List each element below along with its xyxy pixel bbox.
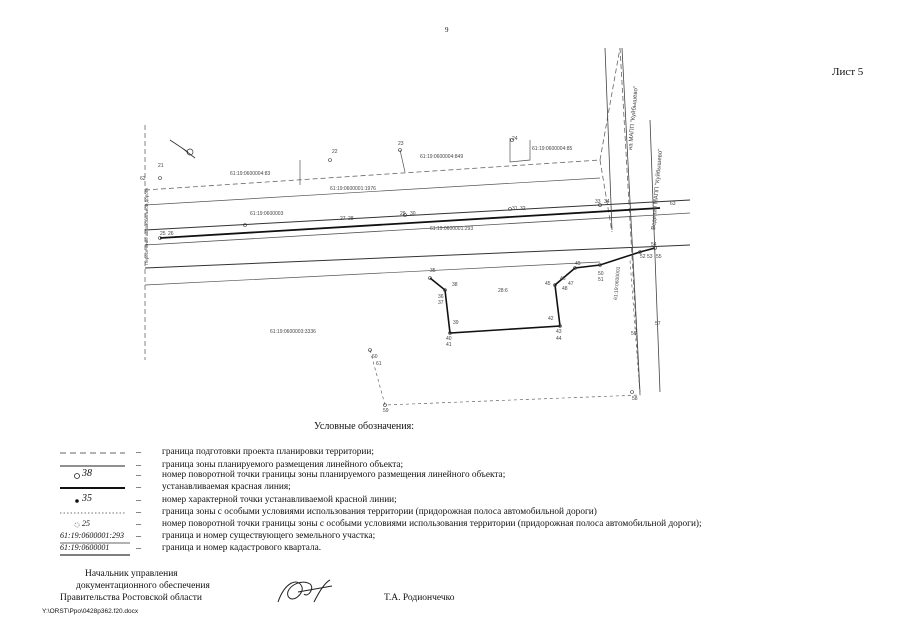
road-label: Пересечение автомобильной дороги [144,188,149,265]
parcel-label: 61:19:0600001:293 [430,226,474,232]
parcel-label: 61:19:0600004:85 [532,146,573,152]
legend-symbol-label: 35 [82,493,92,504]
point-number: 23 [398,141,404,147]
page-number: 9 [445,26,449,34]
position-line: Правительства Ростовской области [60,593,202,603]
point-number: 36 [438,294,444,300]
legend-text: номер характерной точки устанавливаемой красной линии; [162,495,397,505]
legend-item [40,447,860,461]
point-number: 22 [332,149,338,155]
point-number: 50 [598,271,604,277]
legend-text: устанавливаемая красная линия; [162,482,291,492]
point-number: 24 [512,136,518,142]
legend-symbol-label: 38 [82,468,92,479]
legend-title: Условные обозначения: [314,421,415,432]
point-number: 44 [556,336,562,342]
point-number: 39 [453,320,459,326]
legend-text: граница подготовки проекта планировки территории; [162,447,374,457]
parcel-label: 61:19:0600003:3336 [270,329,316,335]
legend-text: граница зоны планируемого размещения линейного объекта; [162,460,404,470]
point-number: 40 [446,336,452,342]
point-number: 27 [340,216,346,222]
point-number: 26 [168,231,174,237]
point-number: 53 [647,254,653,260]
position-line: документационного обеспечения [76,581,210,591]
point-number: 42 [548,316,554,322]
point-number: 58 [632,396,638,402]
parcel-label: 61:19:0600004:849 [420,154,464,160]
point-number: 56 [631,331,637,337]
dashed-boundary-symbol [40,447,130,461]
legend-dash: – [136,531,141,542]
point-number: 54 [651,242,657,248]
point-number: 34 [604,199,610,205]
file-path: Y:\ORST\Ppo\0428p362.f20.docx [42,608,139,615]
legend-symbol-label: 25 [82,519,90,528]
point-number: 61 [376,361,382,367]
point-number: 62 [140,176,146,182]
point-number: 60 [372,354,378,360]
signatory-name: Т.А. Родиончечко [384,593,455,603]
legend-dash: – [136,460,141,471]
point-number: 33 [595,199,601,205]
legend-text: граница и номер существующего земельного участка; [162,531,376,541]
point-number: 37 [438,300,444,306]
legend-item [40,543,860,557]
legend-dash: – [136,470,141,481]
point-number: 28 [348,216,354,222]
legend-symbol-label: 61:19:0600001:293 [60,531,124,540]
legend-item [40,482,860,496]
point-number: 30 [410,211,416,217]
point-number: 29 [400,211,406,217]
sheet-label: Лист 5 [832,66,864,78]
legend-symbol-label: 61:19:0600001 [60,543,110,552]
point-number: 63 [670,201,676,207]
parcel-label: 61:19:0600001 [613,266,622,301]
legend-text: граница зоны с особыми условиями использования территории (придорожная полоса автомобильной дороги) [162,507,597,517]
legend-dash: – [136,495,141,506]
handwritten-signature [270,572,340,612]
legend-text: граница и номер кадастрового квартала. [162,543,322,553]
point-number: 21 [158,163,164,169]
point-number: 47 [568,281,574,287]
signatory-position [60,568,210,604]
legend-text: номер поворотной точки границы зоны планируемого размещения линейного объекта; [162,470,506,480]
legend-dash: – [136,519,141,530]
parcel-label: 61:19:0600003 [250,211,284,217]
point-number: 48 [562,286,568,292]
position-line: Начальник управления [85,569,178,579]
road-label: на МАПП "Куйбышево" [628,85,640,151]
point-number: 52 [640,254,646,260]
parcel-label: 61:19:0600004:83 [230,171,271,177]
legend-dash: – [136,447,141,458]
point-number: 45 [545,281,551,287]
parcel-label: 28:6 [498,288,508,294]
legend-dash: – [136,507,141,518]
point-number: 25 [160,231,166,237]
point-number: 59 [383,408,389,414]
point-number: 43 [556,329,562,335]
point-number: 31 [512,206,518,212]
point-number: 57 [655,321,661,327]
legend-dash: – [136,543,141,554]
parcel-label: 61:19:0600001:1976 [330,186,376,192]
legend-text: номер поворотной точки границы зоны с особыми условиями использования территории (придорожная полоса автомобильной дороги); [162,519,702,529]
point-number: 32 [520,206,526,212]
point-number: 35 [430,268,436,274]
point-number: 55 [656,254,662,260]
point-number: 49 [575,261,581,267]
point-number: 46 [560,276,566,282]
point-number: 38 [452,282,458,288]
point-number: 51 [598,277,604,283]
legend-dash: – [136,482,141,493]
road-label: Ведение МАПП "Куйбышево" [651,148,665,231]
point-number: 41 [446,342,452,348]
